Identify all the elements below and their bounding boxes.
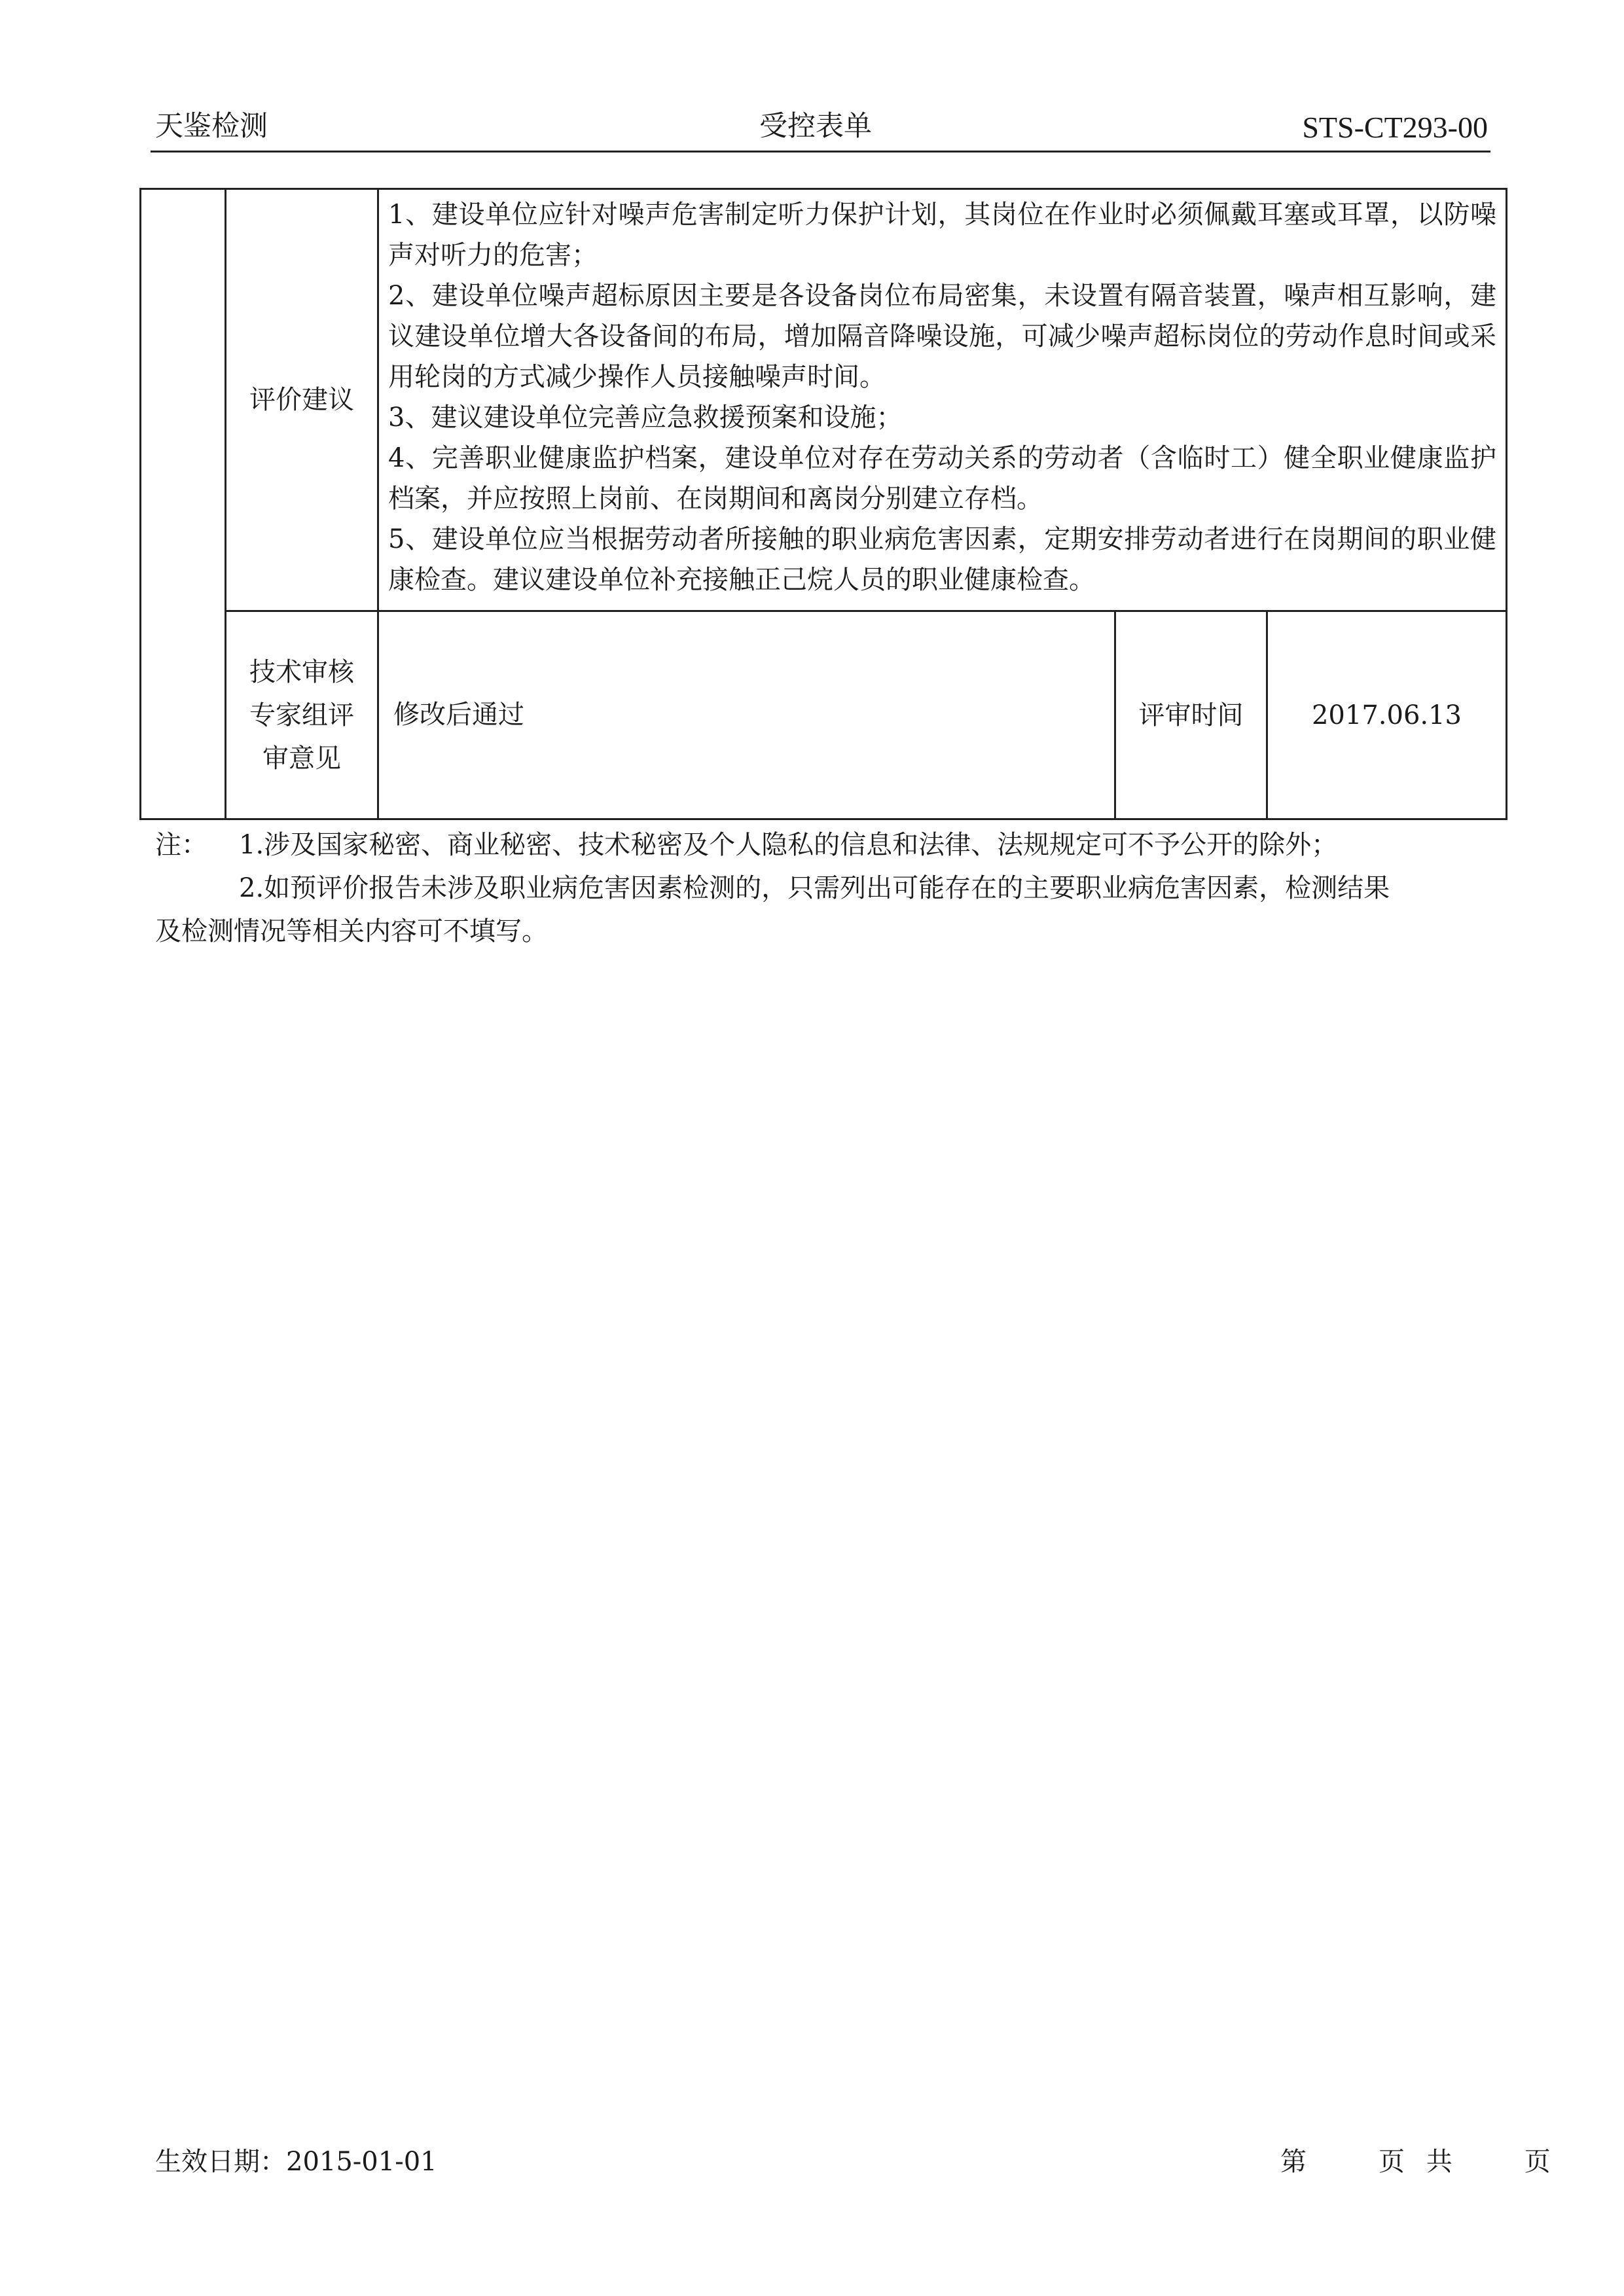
notes-section	[155, 823, 1510, 953]
review-label-line-2: 专家组评	[249, 700, 354, 730]
review-opinion: 修改后通过	[393, 700, 524, 730]
table-border-bottom	[139, 818, 1507, 820]
suggestion-label: 评价建议	[249, 385, 354, 415]
suggestion-item-2: 2、建设单位噪声超标原因主要是各设备岗位布局密集，未设置有隔音装置，噪声相互影响，建议建设单位增大各设备间的布局，增加隔音降噪设施，可减少噪声超标岗位的劳动作息时间或采用轮岗的方式减少操作人员接触噪声时间。	[388, 281, 1496, 392]
header-company: 天鉴检测	[155, 110, 268, 143]
note-item-2: 2.如预评价报告未涉及职业病危害因素检测的，只需列出可能存在的主要职业病危害因素，检测结果	[239, 873, 1390, 903]
header-form-type: 受控表单	[759, 110, 872, 143]
review-label-line-1: 技术审核	[249, 656, 354, 687]
suggestion-item-3: 3、建议建设单位完善应急救援预案和设施；	[388, 403, 903, 433]
table-border-left	[139, 188, 141, 820]
table-border-right	[1506, 188, 1507, 820]
suggestion-item-5: 5、建设单位应当根据劳动者所接触的职业病危害因素，定期安排劳动者进行在岗期间的职业健康检查。建议建设单位补充接触正己烷人员的职业健康检查。	[388, 524, 1496, 595]
review-label-line-3: 审意见	[262, 743, 341, 774]
note-item-1: 1.涉及国家秘密、商业秘密、技术秘密及个人隐私的信息和法律、法规规定可不予公开的除外；	[239, 830, 1338, 860]
footer-page-middle: 页 共	[1379, 2147, 1453, 2177]
review-time-value: 2017.06.13	[1311, 700, 1462, 730]
notes-label: 注：	[155, 830, 208, 860]
review-time-label: 评审时间	[1138, 700, 1244, 730]
header-doc-code: STS-CT293-00	[1302, 111, 1488, 144]
footer-page-prefix: 第	[1280, 2147, 1307, 2177]
footer-effective-date: 生效日期：2015-01-01	[155, 2147, 437, 2177]
footer-page-number	[1280, 2149, 1551, 2175]
suggestion-item-4: 4、完善职业健康监护档案，建设单位对存在劳动关系的劳动者（含临时工）健全职业健康监护档案，并应按照上岗前、在岗期间和离岗分别建立存档。	[388, 443, 1496, 514]
note-item-2-continued: 及检测情况等相关内容可不填写。	[155, 916, 548, 946]
suggestion-item-1: 1、建设单位应针对噪声危害制定听力保护计划，其岗位在作业时必须佩戴耳塞或耳罩，以防噪声对听力的危害；	[388, 200, 1496, 270]
review-form-table	[139, 188, 1507, 820]
review-label	[226, 612, 377, 818]
suggestion-content	[379, 188, 1506, 611]
header-rule	[151, 151, 1490, 152]
footer-page-suffix: 页	[1524, 2147, 1551, 2177]
